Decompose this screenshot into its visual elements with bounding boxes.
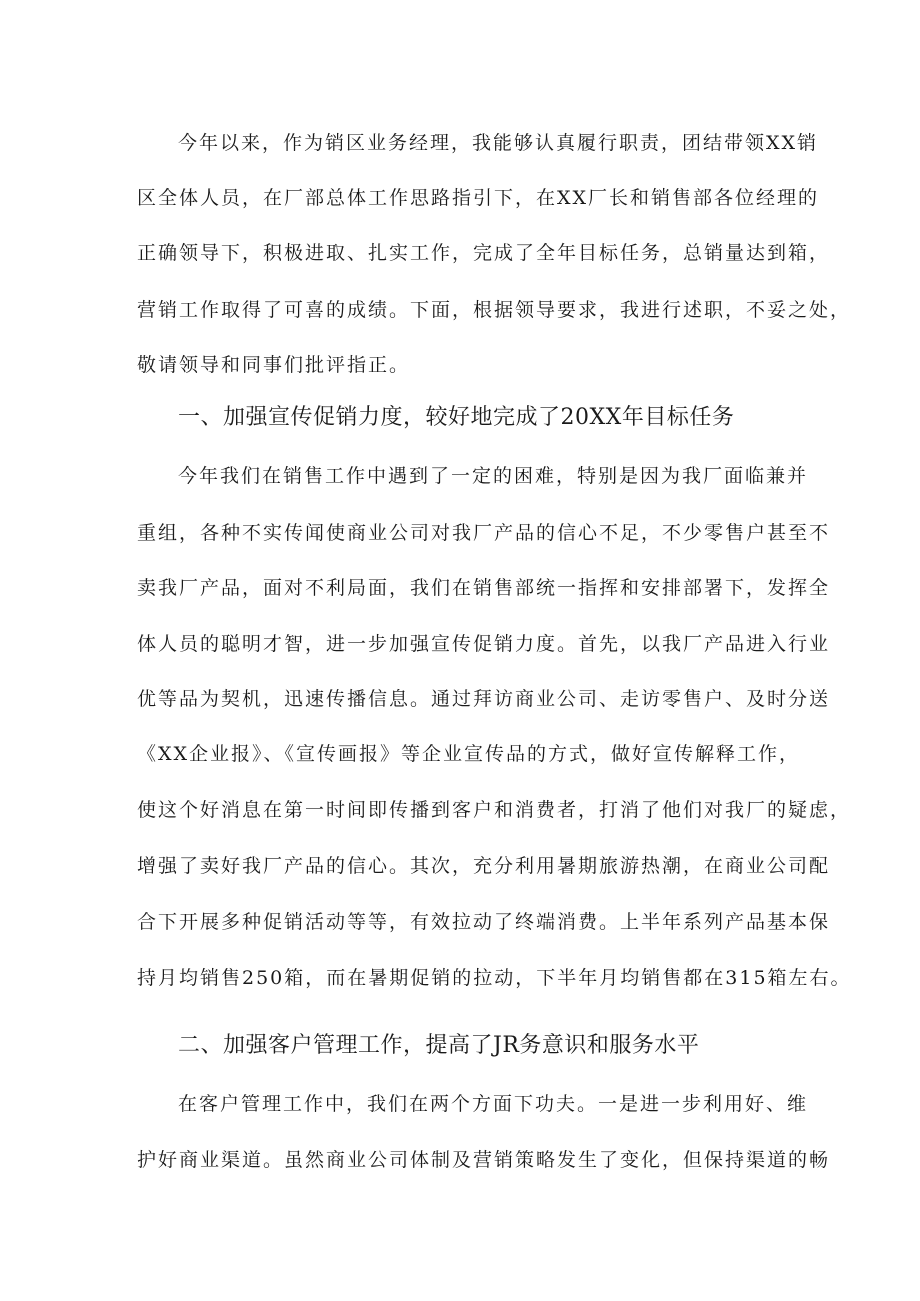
section-1-line-8: 增强了卖好我厂产品的信心。其次，充分利用暑期旅游热潮，在商业公司配 xyxy=(137,855,831,877)
section-1-line-4: 体人员的聪明才智，进一步加强宣传促销力度。首先，以我厂产品进入行业 xyxy=(137,633,831,655)
section-1-line-5: 优等品为契机，迅速传播信息。通过拜访商业公司、走访零售户、及时分送 xyxy=(137,688,831,710)
section-1-line-3: 卖我厂产品，面对不利局面，我们在销售部统一指挥和安排部署下，发挥全 xyxy=(137,577,831,599)
section-1-line-10: 持月均销售250箱，而在暑期促销的拉动，下半年月均销售都在315箱左右。 xyxy=(137,967,852,989)
section-1-line-6: 《XX企业报》、《宣传画报》等企业宣传品的方式，做好宣传解释工作， xyxy=(137,743,801,765)
intro-line-1: 今年以来，作为销区业务经理，我能够认真履行职责，团结带领XX销 xyxy=(178,132,819,154)
intro-line-4: 营销工作取得了可喜的成绩。下面，根据领导要求，我进行述职，不妥之处， xyxy=(137,299,852,321)
section-1-heading: 一、加强宣传促销力度，较好地完成了20XX年目标任务 xyxy=(178,405,735,430)
section-1-line-1: 今年我们在销售工作中遇到了一定的困难，特别是因为我厂面临兼并 xyxy=(178,465,809,487)
section-1-line-9: 合下开展多种促销活动等等，有效拉动了终端消费。上半年系列产品基本保 xyxy=(137,911,831,933)
intro-line-3: 正确领导下，积极进取、扎实工作，完成了全年目标任务，总销量达到箱， xyxy=(137,242,831,264)
section-2-line-2: 护好商业渠道。虽然商业公司体制及营销策略发生了变化，但保持渠道的畅 xyxy=(137,1149,831,1171)
intro-line-2: 区全体人员，在厂部总体工作思路指引下，在XX厂长和销售部各位经理的 xyxy=(137,187,820,209)
intro-line-5: 敬请领导和同事们批评指正。 xyxy=(137,354,411,376)
section-1-line-2: 重组，各种不实传闻使商业公司对我厂产品的信心不足，不少零售户甚至不 xyxy=(137,522,831,544)
section-1-line-7: 使这个好消息在第一时间即传播到客户和消费者，打消了他们对我厂的疑虑， xyxy=(137,799,852,821)
section-2-heading: 二、加强客户管理工作，提高了JR务意识和服务水平 xyxy=(178,1033,700,1058)
section-2-line-1: 在客户管理工作中，我们在两个方面下功夫。一是进一步利用好、维 xyxy=(178,1093,809,1115)
